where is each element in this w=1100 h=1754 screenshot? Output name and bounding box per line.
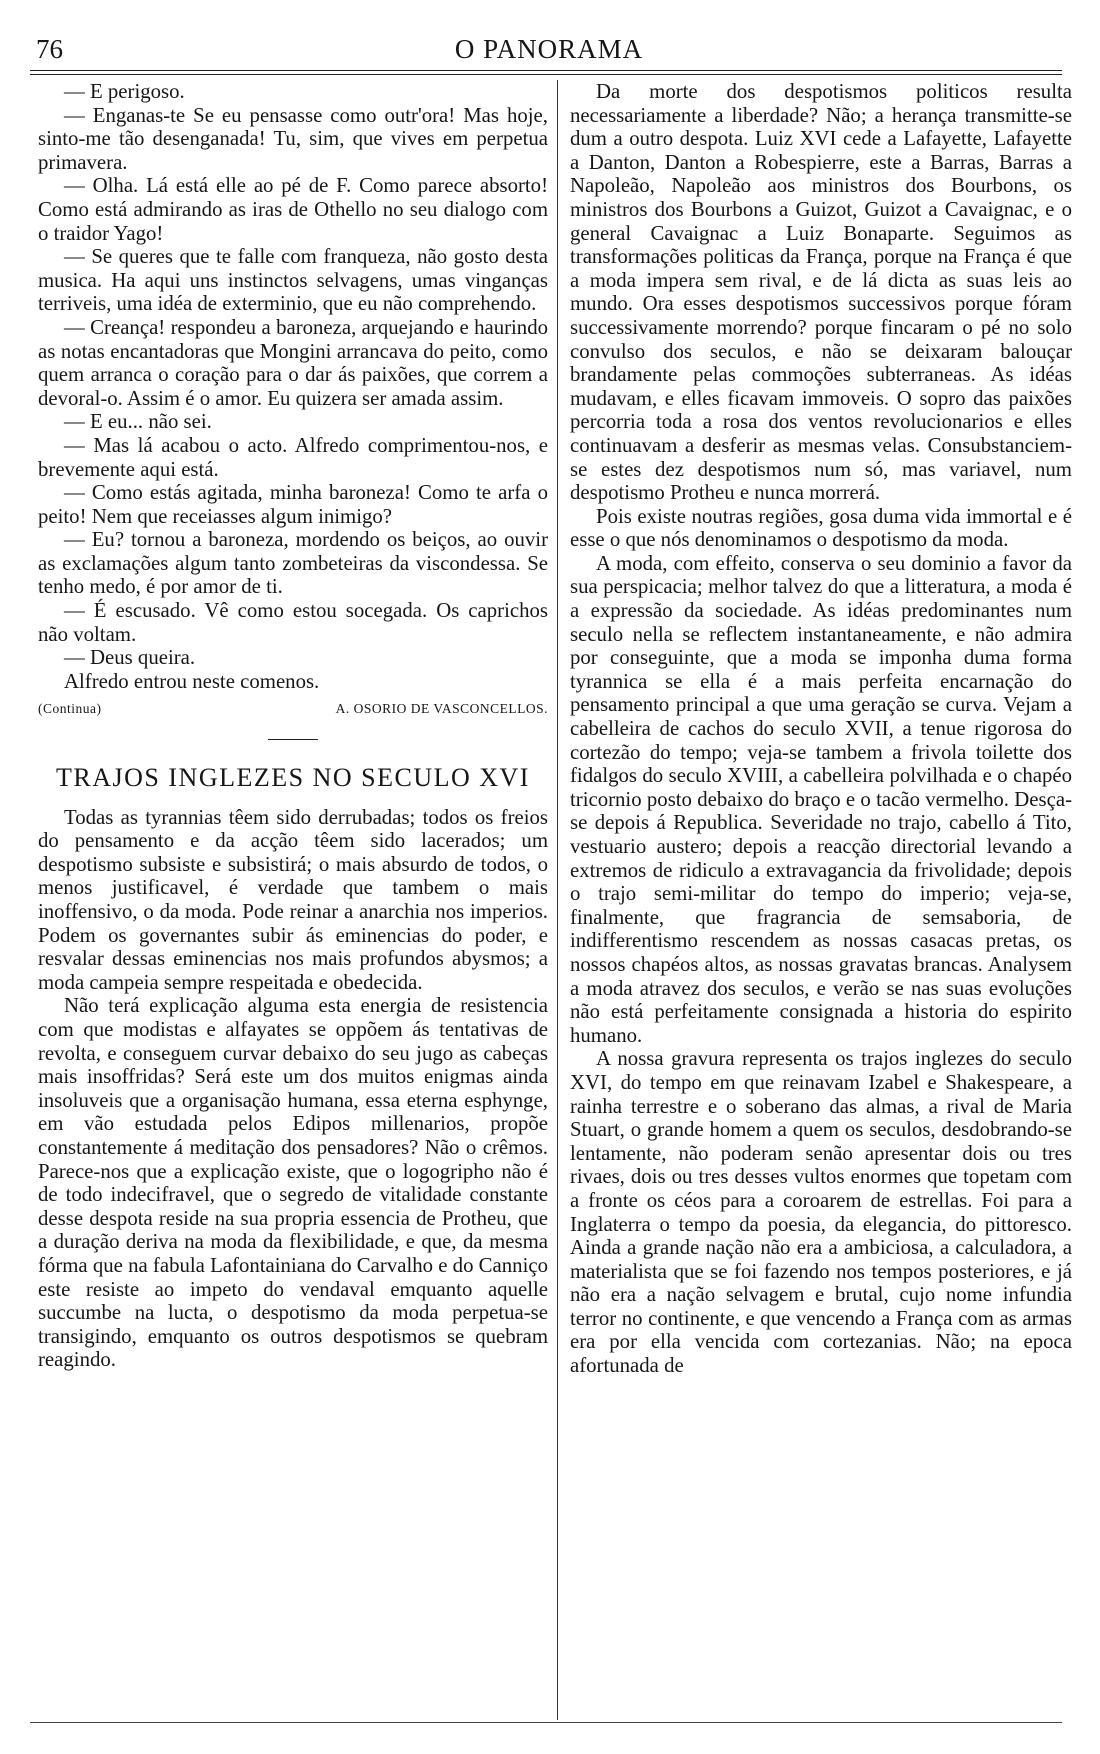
footer-rule	[30, 1722, 1062, 1723]
section-divider	[268, 739, 318, 740]
article-paragraph: A nossa gravura representa os trajos inglezes do seculo XVI, do tempo em que reinavam Izabel e Shakespeare, a rainha terrestre e o soberano das almas, a rival de Maria Stuart, o grande homem a quem os seculos, desdobrando-se lentamente, não poderam senão apresentar dois ou tres rivaes, dois ou tres desses vultos enormes que topetam com a fronte os céos para a coroarem de estrellas. Foi para a Inglaterra o tempo da poesia, da elegancia, do pittoresco. Ainda a grande nação não era a ambiciosa, a calculadora, a materialista que se foi fazendo nos tempos posteriores, e já não era a nação selvagem e brutal, cujo nome infundia terror no continente, e que vencendo a França com as armas era por ella vencida com cortezanias. Não; na epoca afortunada de	[570, 1047, 1072, 1378]
article-paragraph: Pois existe noutras regiões, gosa duma vida immortal e é esse o que nós denominamos o despotismo da moda.	[570, 504, 1072, 552]
left-column	[38, 80, 548, 1372]
column-divider	[557, 80, 558, 1720]
right-column	[570, 80, 1072, 1378]
section-title: TRAJOS INGLEZES NO SECULO XVI	[56, 763, 530, 793]
dialogue-line: — Mas lá acabou o acto. Alfredo comprimentou-nos, e brevemente aqui está.	[38, 433, 548, 481]
page-number: 76	[36, 34, 63, 64]
dialogue-line: — Se queres que te falle com franqueza, não gosto desta musica. Ha aqui uns instinctos selvagens, umas vinganças terriveis, uma idéa de exterminio, que eu não comprehendo.	[38, 245, 548, 316]
dialogue-line: — Deus queira.	[64, 646, 196, 670]
dialogue-line: — E eu... não sei.	[64, 410, 212, 434]
dialogue-line: — Como estás agitada, minha baroneza! Como te arfa o peito! Nem que receiasses algum inimigo?	[38, 481, 548, 528]
header-rule-bottom	[30, 74, 1062, 75]
dialogue-line: — Enganas-te Se eu pensasse como outr'ora! Mas hoje, sinto-me tão desenganada! Tu, sim, que vives em perpetua primavera.	[38, 103, 548, 174]
article-paragraph: Da morte dos despotismos politicos resulta necessariamente a liberdade? Não; a herança transmitte-se dum a outro despota. Luiz XVI cede a Lafayette, Lafayette a Danton, Danton a Robespierre, este a Barras, Barras a Napoleão, Napoleão aos ministros dos Bourbons, os ministros dos Bourbons a Guizot, Guizot a Cavaignac, e o general Cavaignac a Luiz Bonaparte. Seguimos as transformações politicas da França, porque na França é que a moda impera sem rival, e de lá dicta as suas leis ao mundo. Ora esses despotismos successivos porque fóram successivamente morrendo? porque fincaram o pé no solo convulso dos seculos, e não se deixaram balouçar brandamente pelas commoções subterraneas. As idéas mudavam, e elles ficavam immoveis. O sopro das paixões percorria toda a rosa dos ventos revolucionarios e elles continuavam a desferir as mesmas velas. Consubstanciem-se estes dez despotismos num só, mas variavel, num despotismo Protheu e nunca morrerá.	[570, 80, 1072, 505]
article-paragraph: Não terá explicação alguma esta energia de resistencia com que modistas e alfayates se oppõem ás tentativas de revolta, e conseguem curvar debaixo do seu jugo as cabeças mais insoffridas? Será este um dos muitos enigmas ainda insoluveis que a organisação humana, essa eterna esphynge, em vão estudada pelos Edipos millenarios, propõe constantemente á meditação dos pensadores? Não o crêmos. Parece-nos que a explicação existe, que o logogripho não é de todo indecifravel, que o segredo de vitalidade constante desse despota reside na sua propria essencia de Protheu, que a duração deriva na moda da flexibilidade, e que, da mesma fórma que na fabula Lafontainiana do Carvalho e do Canniço este resiste ao impeto do vendaval emquanto aquelle succumbe na lucta, o despotismo da moda perpetua-se transigindo, emquanto os outros despotismos se quebram reagindo.	[38, 994, 548, 1372]
page-header	[36, 34, 1062, 68]
dialogue-line: Alfredo entrou neste comenos.	[64, 669, 320, 693]
dialogue-line: — E perigoso.	[64, 80, 185, 103]
dialogue-line: — Eu? tornou a baroneza, mordendo os beiços, ao ouvir as exclamações algum tanto zombeteiras da viscondessa. Se tenho medo, é por amor de ti.	[38, 528, 548, 599]
dialogue-line: — Olha. Lá está elle ao pé de F. Como parece absorto! Como está admirando as iras de Othello no seu dialogo com o traidor Yago!	[38, 174, 548, 245]
dialogue-line: — É escusado. Vê como estou socegada. Os caprichos não voltam.	[38, 599, 548, 646]
article-paragraph: Todas as tyrannias têem sido derrubadas; todos os freios do pensamento e da acção têem sido lacerados; um despotismo subsiste e subsistirá; o mais absurdo de todos, o menos justificavel, é verdade que tambem o mais inoffensivo, o da moda. Pode reinar a anarchia nos imperios. Podem os governantes subir ás eminencias do poder, e resvalar dessas eminencias nos mais profundos abysmos; a moda campeia sempre respeitada e obedecida.	[38, 805, 548, 994]
author-credit: A. OSORIO DE VASCONCELLOS.	[335, 701, 548, 717]
running-title: O PANORAMA	[454, 34, 644, 64]
article-credit	[38, 697, 548, 721]
dialogue-line: — Creança! respondeu a baroneza, arquejando e haurindo as notas encantadoras que Mongini arrancava do peito, como quem arranca o coração para o dar ás paixões, que correm a devoral-o. Assim é o amor. Eu quizera ser amada assim.	[38, 315, 548, 410]
article-paragraph: A moda, com effeito, conserva o seu dominio a favor da sua perspicacia; melhor talvez do que a litteratura, a moda é a expressão da sociedade. As idéas predominantes num seculo nella se reflectem instantaneamente, e não admira por conseguinte, que a moda se imponha duma forma tyrannica se ella é a mais perfeita encarnação do pensamento principal a que uma geração se curva. Vejam a cabelleira de cachos do seculo XVII, a tenue rigorosa do cortezão do tempo; veja-se tambem a frivola toilette dos fidalgos do seculo XVIII, a cabelleira polvilhada e o chapéo tricornio posto debaixo do braço e o tacão vermelho. Desça-se depois á Republica. Severidade no trajo, cabello á Tito, vestuario austero; depois a reacção directorial levando a extremos de ridiculo a extravagancia da frivolidade; depois o trajo semi-militar do tempo do imperio; veja-se, finalmente, que fragrancia de semsaboria, de indifferentismo rescendem as nossas casacas pretas, os nossos chapéos altos, as nossas gravatas brancas. Analysem a moda atravez dos seculos, e verão se nas suas evoluções não está perfeitamente consignada a historia do espirito humano.	[570, 551, 1072, 1047]
continua-label: (Continua)	[38, 701, 102, 717]
header-rule-top	[30, 70, 1062, 71]
